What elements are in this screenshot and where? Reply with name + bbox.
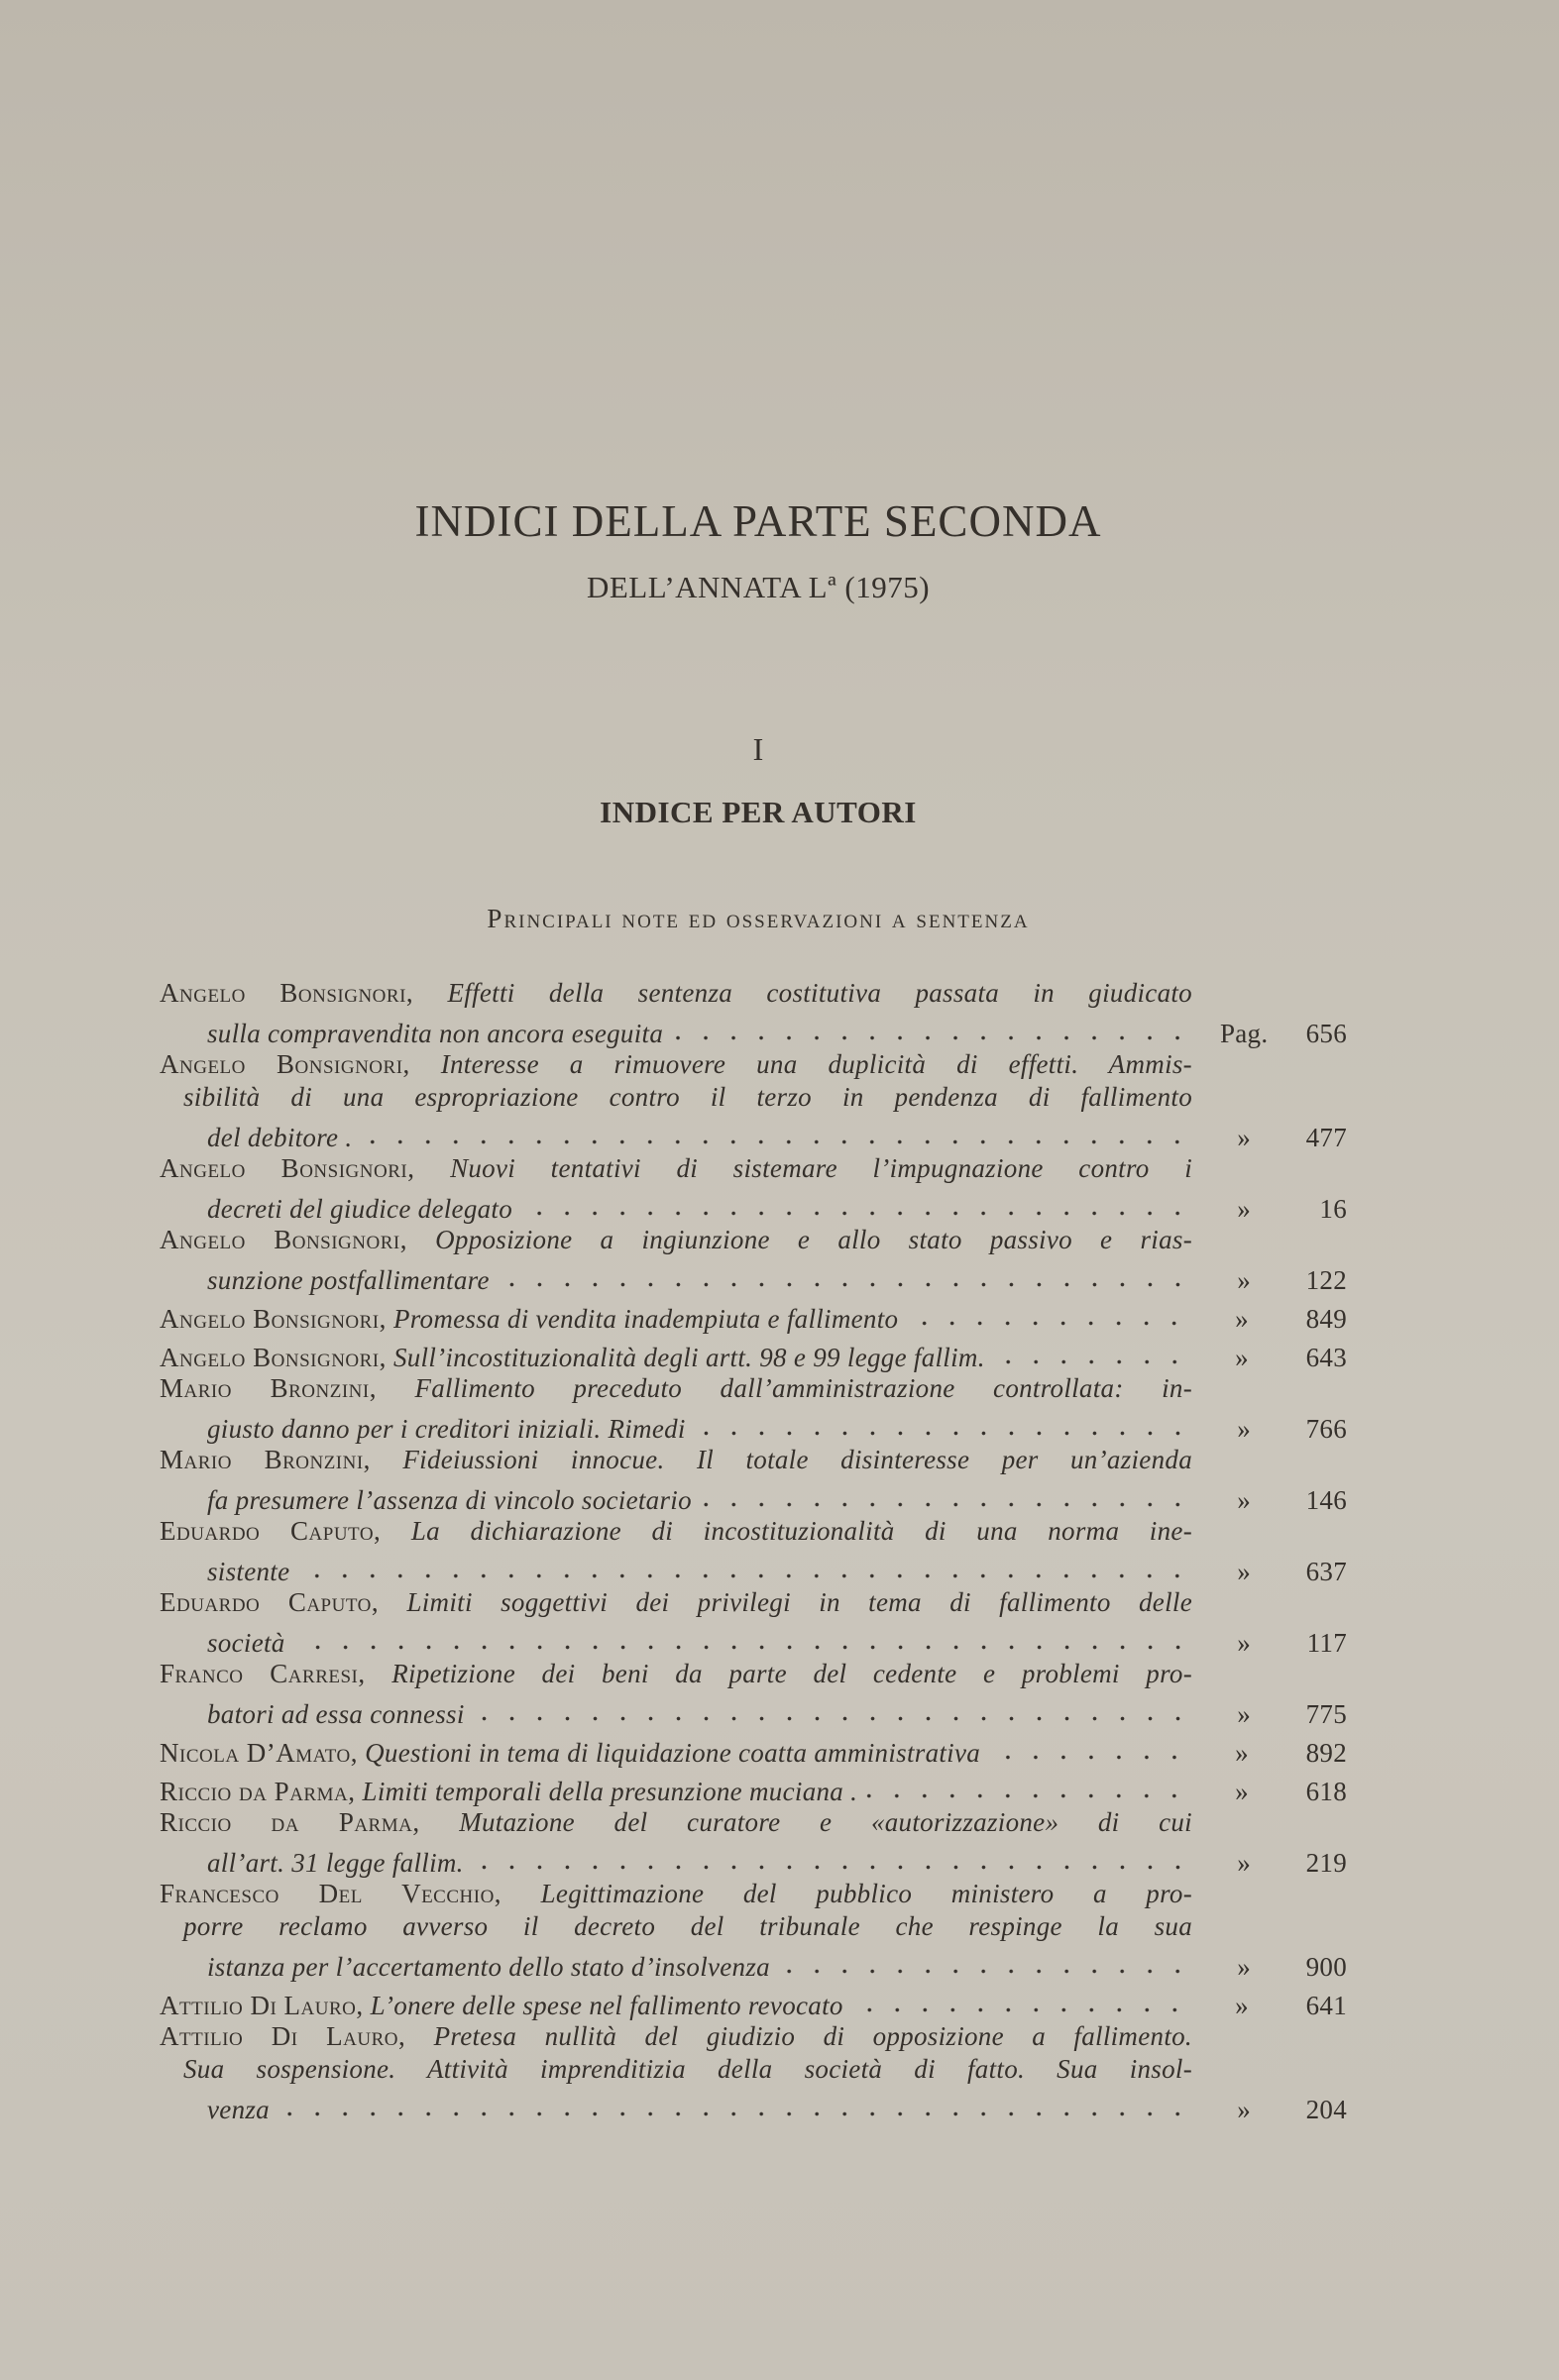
entry-title-text: L’onere delle spese nel fallimento revocato bbox=[370, 1991, 843, 2020]
entry-title-text: sistente bbox=[207, 1557, 290, 1586]
entry-last-line bbox=[160, 1295, 1347, 1334]
dot-leader bbox=[993, 1334, 1192, 1366]
entry-line bbox=[160, 1515, 1192, 1548]
entry-title-text: Fideiussioni innocue. Il totale disinteresse per un’azienda bbox=[402, 1445, 1192, 1474]
index-title: INDICI DELLA PARTE SECONDA bbox=[414, 496, 1102, 546]
index-entry bbox=[160, 1982, 1347, 2020]
author-index-list bbox=[160, 977, 1347, 2124]
entry-last-line bbox=[160, 2086, 1347, 2124]
index-entry bbox=[160, 1729, 1347, 1768]
entry-line bbox=[160, 2053, 1192, 2086]
page-number: 849 bbox=[1305, 1304, 1347, 1334]
entry-last-line bbox=[160, 1982, 1347, 2020]
entry-last-line bbox=[160, 1839, 1347, 1878]
entry-author: Attilio Di Lauro, bbox=[160, 2021, 406, 2051]
entry-title-text: Effetti della sentenza costitutiva passata in giudicato bbox=[447, 978, 1192, 1008]
dot-leader bbox=[293, 1619, 1196, 1652]
page-number: 892 bbox=[1305, 1738, 1347, 1768]
entry-title-text: società bbox=[207, 1628, 285, 1658]
entry-author: Riccio da Parma, bbox=[160, 1807, 420, 1837]
page-marker: » bbox=[1237, 1952, 1252, 1982]
page-marker: » bbox=[1235, 1343, 1249, 1372]
index-entry bbox=[160, 1295, 1347, 1334]
dot-leader bbox=[694, 1405, 1195, 1438]
entry-author: Mario Bronzini, bbox=[160, 1445, 371, 1474]
entry-line bbox=[160, 2020, 1192, 2053]
page-number: 618 bbox=[1305, 1777, 1347, 1806]
entry-last-line bbox=[160, 1185, 1347, 1224]
page-number: 900 bbox=[1305, 1952, 1347, 1982]
entry-title-text: Mutazione del curatore e «autorizzazione» di cui bbox=[459, 1807, 1192, 1837]
page-marker: » bbox=[1237, 1699, 1252, 1729]
entry-title-text: venza bbox=[207, 2095, 270, 2124]
entry-author: Eduardo Caputo, bbox=[160, 1587, 380, 1617]
entry-title-text: sulla compravendita non ancora eseguita bbox=[207, 1019, 664, 1048]
dot-leader bbox=[360, 1114, 1195, 1146]
index-entry bbox=[160, 1224, 1347, 1295]
entry-author: Eduardo Caputo, bbox=[160, 1516, 382, 1546]
page-number: 146 bbox=[1305, 1485, 1347, 1515]
entry-title-text: porre reclamo avverso il decreto del tribunale che respinge la sua bbox=[183, 1911, 1192, 1941]
dot-leader bbox=[297, 1548, 1195, 1580]
page-number: 775 bbox=[1305, 1699, 1347, 1729]
entry-last-line bbox=[160, 1114, 1347, 1152]
index-entry bbox=[160, 1372, 1347, 1444]
entry-last-line bbox=[160, 1768, 1347, 1806]
entry-title-text: sunzione postfallimentare bbox=[207, 1265, 490, 1295]
page-marker: » bbox=[1237, 1557, 1252, 1586]
page-number: 16 bbox=[1319, 1194, 1347, 1224]
entry-title-text: Interesse a rimuovere una duplicità di effetti. Ammis- bbox=[440, 1049, 1192, 1079]
entry-line bbox=[160, 1372, 1192, 1405]
entry-title-text: Legittimazione del pubblico ministero a pro- bbox=[540, 1879, 1192, 1908]
index-entry bbox=[160, 1515, 1347, 1586]
entry-line bbox=[160, 1081, 1192, 1114]
index-entry bbox=[160, 1586, 1347, 1658]
part-number: I bbox=[752, 731, 764, 767]
entry-last-line bbox=[160, 1256, 1347, 1295]
page-marker: » bbox=[1237, 1485, 1252, 1515]
entry-title-text: decreti del giudice delegato bbox=[207, 1194, 513, 1224]
page-number: 637 bbox=[1305, 1557, 1347, 1586]
entry-author: Angelo Bonsignori, bbox=[160, 1304, 387, 1334]
page-marker: » bbox=[1237, 1265, 1252, 1295]
dot-leader bbox=[498, 1256, 1195, 1289]
entry-author: Mario Bronzini, bbox=[160, 1373, 377, 1403]
page-number: 477 bbox=[1305, 1123, 1347, 1152]
entry-last-line bbox=[160, 1548, 1347, 1586]
entry-title-text: Sua sospensione. Attività imprenditizia della società di fatto. Sua insol- bbox=[183, 2054, 1192, 2084]
entry-title-text: Nuovi tentativi di sistemare l’impugnazione contro i bbox=[450, 1153, 1192, 1183]
entry-author: Angelo Bonsignori, bbox=[160, 1343, 387, 1372]
dot-leader bbox=[520, 1185, 1195, 1218]
index-entry bbox=[160, 977, 1347, 1048]
entry-last-line bbox=[160, 1334, 1347, 1372]
entry-title-text: del debitore . bbox=[207, 1123, 353, 1152]
entry-title-text: Opposizione a ingiunzione e allo stato passivo e rias- bbox=[435, 1225, 1192, 1254]
page-marker: » bbox=[1235, 1991, 1249, 2020]
index-entry bbox=[160, 2020, 1347, 2124]
page-number: 766 bbox=[1305, 1414, 1347, 1444]
entry-author: Franco Carresi, bbox=[160, 1659, 366, 1688]
entry-author: Angelo Bonsignori, bbox=[160, 1049, 410, 1079]
subsection-title: Principali note ed osservazioni a sentenza bbox=[487, 904, 1030, 933]
page-marker: » bbox=[1237, 1194, 1252, 1224]
dot-leader bbox=[778, 1943, 1195, 1976]
index-entry bbox=[160, 1152, 1347, 1224]
entry-line bbox=[160, 1048, 1192, 1081]
entry-author: Nicola D’Amato, bbox=[160, 1738, 359, 1768]
entry-line bbox=[160, 1586, 1192, 1619]
entry-line bbox=[160, 1806, 1192, 1839]
entry-author: Attilio Di Lauro, bbox=[160, 1991, 364, 2020]
dot-leader bbox=[472, 1839, 1195, 1872]
page-number: 219 bbox=[1305, 1848, 1347, 1878]
dot-leader bbox=[278, 2086, 1195, 2118]
entry-title-text: fa presumere l’assenza di vincolo societario bbox=[207, 1485, 692, 1515]
page-marker: » bbox=[1235, 1304, 1249, 1334]
page-marker: » bbox=[1235, 1738, 1249, 1768]
index-entry bbox=[160, 1806, 1347, 1878]
entry-author: Francesco Del Vecchio, bbox=[160, 1879, 502, 1908]
entry-title-text: Sull’incostituzionalità degli artt. 98 e 99 legge fallim. bbox=[392, 1343, 985, 1372]
page-number: 204 bbox=[1305, 2095, 1347, 2124]
entry-last-line bbox=[160, 1010, 1347, 1048]
page-number: 122 bbox=[1305, 1265, 1347, 1295]
dot-leader bbox=[906, 1295, 1192, 1328]
entry-title-text: giusto danno per i creditori iniziali. Rimedi bbox=[207, 1414, 686, 1444]
entry-line bbox=[160, 1878, 1192, 1910]
entry-line bbox=[160, 1910, 1192, 1943]
page-number: 656 bbox=[1305, 1019, 1347, 1048]
entry-line bbox=[160, 1658, 1192, 1690]
index-entry bbox=[160, 1334, 1347, 1372]
page-marker: » bbox=[1235, 1777, 1249, 1806]
entry-line bbox=[160, 1224, 1192, 1256]
page-number: 641 bbox=[1305, 1991, 1347, 2020]
entry-title-text: Pretesa nullità del giudizio di opposizione a fallimento. bbox=[433, 2021, 1192, 2051]
entry-title-text: Limiti temporali della presunzione muciana . bbox=[362, 1777, 858, 1806]
entry-last-line bbox=[160, 1690, 1347, 1729]
entry-last-line bbox=[160, 1619, 1347, 1658]
entry-author: Riccio da Parma, bbox=[160, 1777, 356, 1806]
entry-last-line bbox=[160, 1405, 1347, 1444]
dot-leader bbox=[700, 1476, 1195, 1509]
page-marker: » bbox=[1237, 1628, 1252, 1658]
entry-last-line bbox=[160, 1729, 1347, 1768]
dot-leader bbox=[671, 1010, 1195, 1042]
page-number: 643 bbox=[1305, 1343, 1347, 1372]
dot-leader bbox=[988, 1729, 1192, 1762]
entry-title-text: Promessa di vendita inadempiuta e fallimento bbox=[392, 1304, 899, 1334]
entry-line bbox=[160, 1444, 1192, 1476]
entry-title-text: Ripetizione dei beni da parte del cedente e problemi pro- bbox=[391, 1659, 1192, 1688]
entry-author: Angelo Bonsignori, bbox=[160, 1225, 407, 1254]
entry-line bbox=[160, 977, 1192, 1010]
dot-leader bbox=[851, 1982, 1192, 2014]
index-entry bbox=[160, 1658, 1347, 1729]
page-marker: » bbox=[1237, 1123, 1252, 1152]
dot-leader bbox=[473, 1690, 1196, 1723]
page-marker: » bbox=[1237, 2095, 1252, 2124]
dot-leader bbox=[865, 1768, 1192, 1800]
page-marker: Pag. bbox=[1219, 1019, 1269, 1048]
entry-title-text: Limiti soggettivi dei privilegi in tema di fallimento delle bbox=[406, 1587, 1192, 1617]
page-marker: » bbox=[1237, 1414, 1252, 1444]
index-subtitle: DELL’ANNATA Lª (1975) bbox=[586, 570, 931, 604]
entry-title-text: istanza per l’accertamento dello stato d’insolvenza bbox=[207, 1952, 770, 1982]
entry-title-text: sibilità di una espropriazione contro il terzo in pendenza di fallimento bbox=[183, 1082, 1192, 1112]
entry-author: Angelo Bonsignori, bbox=[160, 1153, 415, 1183]
entry-author: Angelo Bonsignori, bbox=[160, 978, 414, 1008]
entry-title-text: all’art. 31 legge fallim. bbox=[207, 1848, 464, 1878]
page-number: 117 bbox=[1306, 1628, 1347, 1658]
entry-title-text: La dichiarazione di incostituzionalità di una norma ine- bbox=[410, 1516, 1192, 1546]
entry-title-text: Fallimento preceduto dall’amministrazione controllata: in- bbox=[414, 1373, 1192, 1403]
entry-line bbox=[160, 1152, 1192, 1185]
index-entry bbox=[160, 1878, 1347, 1982]
entry-last-line bbox=[160, 1943, 1347, 1982]
index-entry bbox=[160, 1048, 1347, 1152]
section-title: INDICE PER AUTORI bbox=[600, 795, 917, 829]
entry-last-line bbox=[160, 1476, 1347, 1515]
entry-title-text: batori ad essa connessi bbox=[207, 1699, 465, 1729]
page-marker: » bbox=[1237, 1848, 1252, 1878]
entry-title-text: Questioni in tema di liquidazione coatta amministrativa bbox=[365, 1738, 981, 1768]
index-entry bbox=[160, 1444, 1347, 1515]
index-entry bbox=[160, 1768, 1347, 1806]
